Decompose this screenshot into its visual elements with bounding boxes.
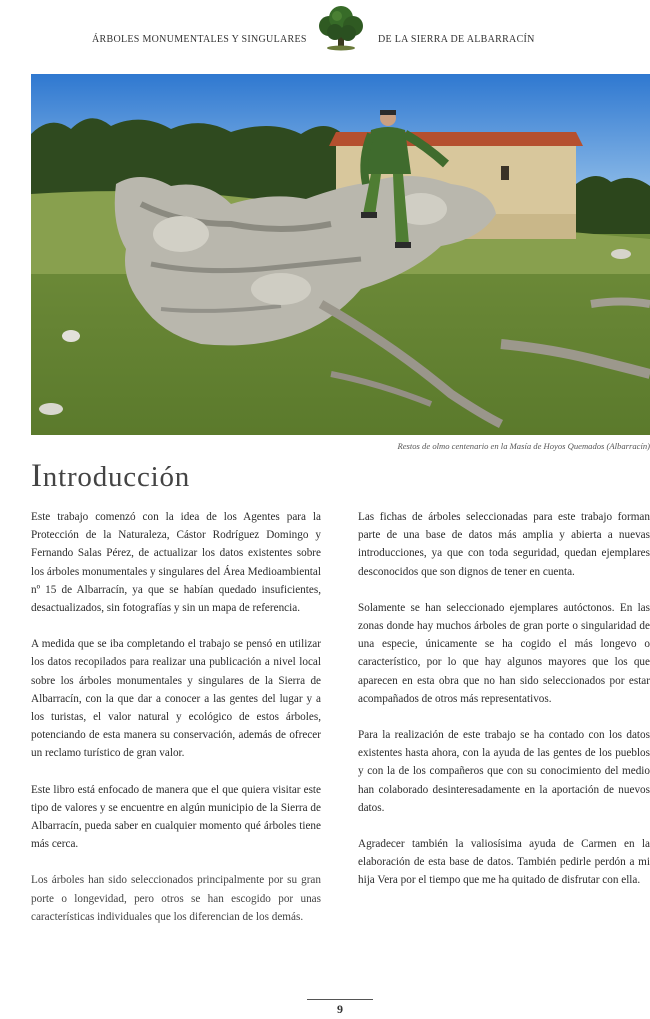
paragraph: A medida que se iba completando el trabajo se pensó en utilizar los datos recopilados para realizar una publicación a nivel local sobre los árboles monumentales y singulares de la Sierra de Albarracín, con la que dar a conocer a las gentes del lugar y a los turistas, el valor natural y ecológico de estos árboles, potenciando de esta manera su conservación, además de ofrecer un reclamo turístico de gran valor.: [31, 638, 321, 760]
tree-icon: [313, 4, 369, 54]
right-column: [358, 508, 650, 908]
left-column: [31, 508, 321, 944]
paragraph: Solamente se han seleccionado ejemplares autóctonos. En las zonas donde hay muchos árboles de gran porte o singularidad de una especie, únicamente se ha cogido el más longevo o característico, por lo que hay algunos mayores que los que aparecen en esta obra que no han sido seleccionados por estar acompañados de otros más representativos.: [358, 601, 650, 705]
title-text: ntroducción: [42, 461, 191, 493]
paragraph: Para la realización de este trabajo se ha contado con los datos existentes hasta ahora, con la ayuda de las gentes de los pueblos y con la de los compañeros que con su conocimiento del medio han colaborado desinteresadamente en la aportación de nuevos datos.: [358, 729, 650, 814]
page-number: 9: [337, 1002, 343, 1016]
paragraph: Los árboles han sido seleccionados principalmente por su gran porte o longevidad, pero otros se han escogido por unas características individuales que los diferencian de los demás.: [31, 874, 321, 923]
header-book-title-left: ÁRBOLES MONUMENTALES Y SINGULARES: [92, 34, 307, 45]
paragraph: Este libro está enfocado de manera que el que quiera visitar este tipo de valores y se encuentre en algún municipio de la Sierra de Albarracín, pueda saber en cualquier momento qué árboles tiene más cerca.: [31, 783, 321, 851]
photo-illustration: [31, 74, 650, 435]
photo-caption: Restos de olmo centenario en la Masía de Hoyos Quemados (Albarracín): [397, 441, 650, 451]
running-header: [0, 0, 650, 62]
page-title: [31, 458, 190, 495]
paragraph: Agradecer también la valiosísima ayuda de Carmen en la elaboración de esta base de datos. También pedirle perdón a mi hija Vera por el tiempo que me ha quitado de disfrutar con ella.: [358, 838, 650, 887]
header-book-title-right: DE LA SIERRA DE ALBARRACÍN: [378, 34, 535, 45]
paragraph: Las fichas de árboles seleccionadas para este trabajo forman parte de una base de datos más amplia y abierta a nuevas introducciones, ya que con toda seguridad, quedan ejemplares desconocidos que son dignos de tener en cuenta.: [358, 511, 650, 578]
paragraph: Este trabajo comenzó con la idea de los Agentes para la Protección de la Naturaleza, Cástor Rodríguez Domingo y Fernando Salas Pérez, de actualizar los datos existentes sobre los árboles monumentales y singulares del Área Medioambiental nº 15 de Albarracín, ya que se habían quedado insuficientes, desactualizados, sin fotografías y sin un mapa de referencia.: [31, 511, 321, 615]
title-initial: I: [31, 458, 43, 494]
footer-rule: [307, 999, 373, 1000]
tree-trunk-photo: [31, 74, 650, 435]
